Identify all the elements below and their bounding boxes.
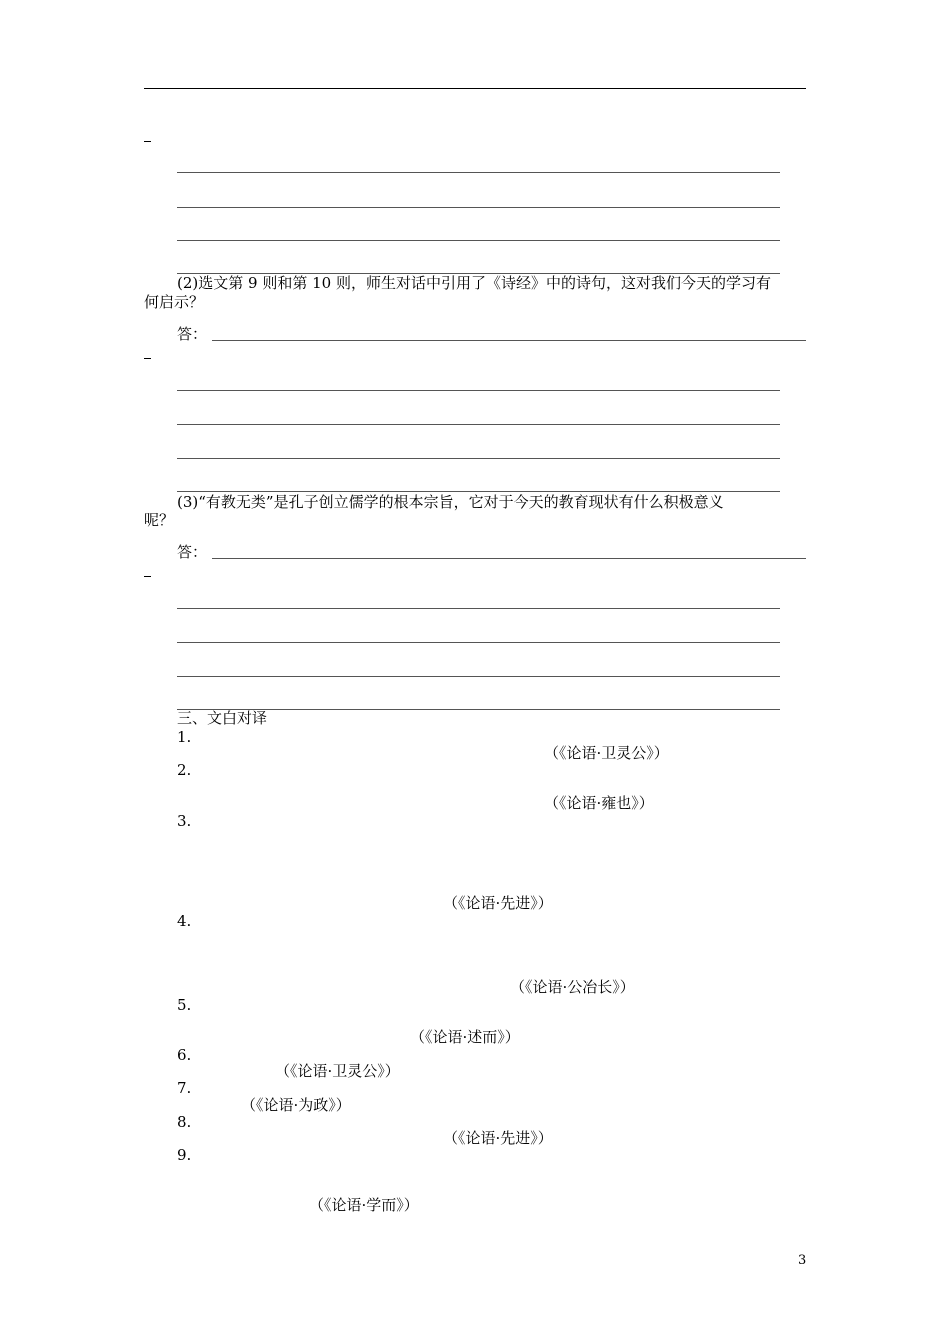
item-source: （《论语·学而》） bbox=[309, 1196, 419, 1214]
answer-line bbox=[177, 676, 780, 677]
item-source: （《论语·为政》） bbox=[241, 1096, 351, 1114]
question-2-text: (2)选文第 9 则和第 10 则，师生对话中引用了《诗经》中的诗句，这对我们今天的学习有 bbox=[177, 274, 771, 292]
item-number: 5. bbox=[177, 996, 192, 1014]
item-number: 3. bbox=[177, 812, 192, 830]
question-3-text: (3)“有教无类”是孔子创立儒学的根本宗旨，它对于今天的教育现状有什么积极意义 bbox=[177, 493, 724, 511]
item-number: 8. bbox=[177, 1113, 192, 1131]
answer-line bbox=[177, 424, 780, 425]
item-source: （《论语·雍也》） bbox=[544, 794, 654, 812]
item-number: 1. bbox=[177, 728, 192, 746]
page-number: 3 bbox=[798, 1253, 807, 1268]
answer-line bbox=[177, 491, 780, 492]
answer-label: 答： bbox=[177, 325, 208, 343]
answer-field[interactable] bbox=[212, 558, 806, 559]
item-source: （《论语·卫灵公》） bbox=[275, 1062, 400, 1080]
header-rule bbox=[144, 88, 806, 89]
item-source: （《论语·先进》） bbox=[443, 894, 553, 912]
answer-line bbox=[177, 608, 780, 609]
item-source: （《论语·卫灵公》） bbox=[544, 744, 669, 762]
item-number: 7. bbox=[177, 1079, 192, 1097]
answer-line-stub bbox=[144, 141, 151, 142]
item-source: （《论语·述而》） bbox=[410, 1028, 520, 1046]
answer-line bbox=[177, 458, 780, 459]
answer-field[interactable] bbox=[212, 340, 806, 341]
answer-line bbox=[177, 207, 780, 208]
question-2-text-cont: 何启示？ bbox=[144, 293, 205, 311]
answer-label: 答： bbox=[177, 543, 208, 561]
item-source: （《论语·公冶长》） bbox=[510, 978, 635, 996]
item-number: 6. bbox=[177, 1046, 192, 1064]
answer-line bbox=[177, 172, 780, 173]
question-3-text-cont: 呢？ bbox=[144, 511, 175, 529]
answer-line bbox=[177, 390, 780, 391]
answer-line-stub bbox=[144, 576, 151, 577]
item-number: 4. bbox=[177, 912, 192, 930]
section-heading: 三、文白对译 bbox=[177, 709, 268, 727]
answer-line bbox=[177, 240, 780, 241]
answer-line-stub bbox=[144, 358, 151, 359]
item-source: （《论语·先进》） bbox=[443, 1129, 553, 1147]
item-number: 2. bbox=[177, 761, 192, 779]
answer-line bbox=[177, 709, 780, 710]
answer-line bbox=[177, 642, 780, 643]
item-number: 9. bbox=[177, 1146, 192, 1164]
